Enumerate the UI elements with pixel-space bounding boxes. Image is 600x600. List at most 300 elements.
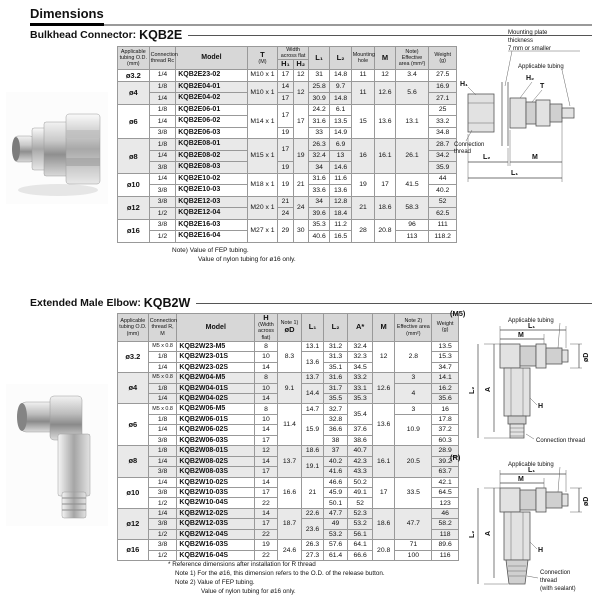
- cell: 3/8: [148, 435, 177, 445]
- cell: ø12: [118, 508, 149, 539]
- cell: 6.9: [330, 139, 351, 151]
- cell: 16.2: [432, 383, 459, 393]
- col-header-h-main: H: [263, 313, 269, 322]
- cell: M20 x 1: [247, 196, 278, 219]
- cell: 14.8: [330, 93, 351, 105]
- applicable-tubing-label: Applicable tubing: [508, 462, 554, 468]
- cell: 1/4: [149, 173, 176, 185]
- cell: 62.5: [429, 208, 457, 220]
- cell: 16.1: [372, 446, 395, 477]
- cell: 13.6: [302, 352, 324, 373]
- cell: 32.8: [323, 414, 348, 424]
- cell: 19: [293, 139, 308, 174]
- cell: ø10: [118, 477, 149, 508]
- cell: M18 x 1: [247, 173, 278, 196]
- cell: 3/8: [149, 196, 176, 208]
- cell: 1/8: [148, 383, 177, 393]
- cell: 41.5: [395, 173, 429, 196]
- table-row: [118, 104, 457, 116]
- cell: 24: [293, 196, 308, 219]
- cell: 31.2: [323, 341, 348, 351]
- cell: 21: [293, 173, 308, 196]
- cell: 12: [255, 446, 278, 456]
- cell: 13.1: [395, 104, 429, 139]
- col-header-a: A*: [348, 314, 373, 342]
- cell: 15.3: [432, 352, 459, 362]
- dimension-diagram-kqb2w-m5: [448, 306, 600, 457]
- connection-thread-label3: (with sealant): [540, 586, 576, 592]
- cell: ø6: [118, 404, 149, 446]
- cell: ø10: [118, 173, 150, 196]
- table-row: [118, 508, 459, 518]
- cell: 31: [308, 69, 329, 81]
- cell: 116: [432, 550, 459, 560]
- cell: 17: [293, 104, 308, 139]
- connection-thread-label2: thread: [540, 578, 558, 584]
- table-header: [118, 47, 457, 70]
- col-header-thread: Connection thread Rc: [149, 47, 176, 70]
- cell: 40.2: [429, 185, 457, 197]
- cell: 27.5: [429, 69, 457, 81]
- cell: 52: [429, 196, 457, 208]
- cell: 14: [255, 508, 278, 518]
- cell: 14: [255, 362, 278, 372]
- dim-label-l2: L₂: [469, 530, 476, 538]
- cell: 31.6: [323, 373, 348, 383]
- cell: 23.6: [302, 519, 324, 540]
- model-cell: KQB2E06-03: [176, 127, 247, 139]
- cell: 13.6: [375, 104, 395, 139]
- col-header-h: [255, 314, 278, 342]
- cell: 16.9: [429, 81, 457, 93]
- cell: 17: [255, 435, 278, 445]
- cell: 31.6: [308, 173, 329, 185]
- cell: 20.8: [375, 219, 395, 242]
- cell: 19.1: [302, 456, 324, 477]
- model-cell: KQB2E04-01: [176, 81, 247, 93]
- col-header-effective-area: Note) Effective area (mm²): [395, 47, 429, 70]
- cell: 1/8: [148, 446, 177, 456]
- cell: 11: [351, 69, 374, 81]
- cell: 14.1: [432, 373, 459, 383]
- cell: 35.1: [323, 362, 348, 372]
- table-row: [118, 81, 457, 93]
- col-header-t-sub: (M): [258, 58, 267, 65]
- cell: 3/8: [148, 487, 177, 497]
- cell: 1/2: [148, 529, 177, 539]
- cell: 40.7: [348, 446, 373, 456]
- col-header-weight: Weight (g): [429, 47, 457, 70]
- table-row: [118, 139, 457, 151]
- col-header-t-main: T: [260, 49, 265, 59]
- dim-label-l2: L₂: [469, 386, 476, 394]
- tube-stub: [562, 108, 574, 118]
- cell: 36.6: [323, 425, 348, 435]
- cell: ø3.2: [118, 69, 150, 81]
- cell: 19: [278, 127, 293, 139]
- cell: 18.7: [277, 508, 302, 539]
- model-cell: KQB2E06-01: [176, 104, 247, 116]
- model-cell: KQB2W23-01S: [177, 352, 255, 362]
- mounting-plate-label: Mounting plate: [508, 30, 548, 36]
- cell: 12.6: [372, 373, 395, 404]
- hex-body: [504, 368, 530, 416]
- cell: 3/8: [148, 467, 177, 477]
- cell: ø16: [118, 219, 150, 242]
- model-cell: KQB2W06-M5: [177, 404, 255, 414]
- cell: 32.4: [348, 341, 373, 351]
- dim-label-a: A: [485, 530, 492, 536]
- cell: 1/4: [149, 116, 176, 128]
- cell: 58.3: [395, 196, 429, 219]
- cell: 12.6: [375, 81, 395, 104]
- cell: 13.7: [302, 373, 324, 383]
- cell: 40.2: [323, 456, 348, 466]
- cell: 9.7: [330, 81, 351, 93]
- cell: 11.4: [277, 404, 302, 446]
- cell: 29: [278, 219, 293, 242]
- col-header-od-main: øD: [284, 325, 295, 335]
- model-cell: KQB2W06-02S: [177, 425, 255, 435]
- cell: 1/4: [149, 150, 176, 162]
- model-cell: KQB2W04-01S: [177, 383, 255, 393]
- table-row: [118, 477, 459, 487]
- section1-model-code: KQB2E: [139, 28, 183, 42]
- cell: 61.4: [323, 550, 348, 560]
- cell: 33: [308, 127, 329, 139]
- cell: 28: [351, 219, 374, 242]
- cell: 118.2: [429, 231, 457, 243]
- cell: 13.1: [302, 341, 324, 351]
- section2-title-text: Extended Male Elbow:: [30, 297, 144, 309]
- cell: 22: [255, 498, 278, 508]
- cell: 22: [255, 529, 278, 539]
- cell: 53.2: [323, 529, 348, 539]
- cell: M15 x 1: [247, 139, 278, 174]
- cell: 35.6: [432, 394, 459, 404]
- model-cell: KQB2W10-03S: [177, 487, 255, 497]
- dim-label-od: øD: [583, 496, 590, 506]
- cell: 8: [255, 404, 278, 414]
- cell: 40.6: [308, 231, 329, 243]
- col-header-width-across-flat: Width across flat: [278, 47, 309, 60]
- table-header: [118, 314, 459, 342]
- cell: 35.4: [348, 404, 373, 425]
- cell: 52.3: [348, 508, 373, 518]
- cell: 118: [432, 529, 459, 539]
- cell: 34: [308, 162, 329, 174]
- cell: 21: [302, 477, 324, 508]
- cell: M5 x 0.8: [148, 341, 177, 351]
- connection-thread-label2: thread: [454, 149, 472, 155]
- dim-label-l1: L₁: [528, 323, 536, 330]
- connection-thread-label: Connection: [454, 142, 485, 148]
- cell: 35.3: [348, 394, 373, 404]
- cell: 21: [351, 196, 374, 219]
- cell: 14.6: [330, 162, 351, 174]
- cell: 14: [255, 477, 278, 487]
- cell: 13.6: [330, 185, 351, 197]
- cell: 30: [293, 219, 308, 242]
- cell: 31.3: [323, 352, 348, 362]
- cell: 27.3: [302, 550, 324, 560]
- col-header-l1: L₁: [308, 47, 329, 70]
- cell: ø4: [118, 81, 150, 104]
- cell: 1/4: [148, 508, 177, 518]
- cell: 37: [323, 446, 348, 456]
- note-line: Note) Value of FEP tubing.: [172, 247, 249, 254]
- model-cell: KQB2W16-04S: [177, 550, 255, 560]
- cell: 10: [255, 352, 278, 362]
- cell: 6.1: [330, 104, 351, 116]
- cell: 50.1: [323, 498, 348, 508]
- bulkhead-connector-drawing: [452, 24, 600, 214]
- model-cell: KQB2E10-02: [176, 173, 247, 185]
- cell: 33.2: [429, 116, 457, 128]
- cell: 8: [255, 373, 278, 383]
- cell: 13: [330, 150, 351, 162]
- cell: 14: [255, 456, 278, 466]
- cell: 15: [351, 104, 374, 139]
- cell: 1/8: [149, 104, 176, 116]
- cell: 26.3: [308, 139, 329, 151]
- cell: 1/4: [148, 456, 177, 466]
- title-rule: [196, 303, 592, 304]
- cell: 19: [351, 173, 374, 196]
- cell: 3.4: [395, 69, 429, 81]
- dim-label-m: M: [532, 154, 538, 161]
- cell: 42.3: [348, 456, 373, 466]
- dim-label-h2: H₂: [526, 75, 535, 82]
- cell: 1/4: [149, 69, 176, 81]
- model-cell: KQB2W10-04S: [177, 498, 255, 508]
- cell: 13.5: [432, 341, 459, 351]
- cell: 24: [278, 208, 293, 220]
- cell: M5 x 0.8: [148, 373, 177, 383]
- cell: 43.3: [348, 467, 373, 477]
- table-row: [118, 404, 459, 414]
- connection-thread-label: Connection thread: [536, 438, 586, 444]
- cell: 50.2: [348, 477, 373, 487]
- cell: 71: [395, 540, 432, 550]
- cell: 56.1: [348, 529, 373, 539]
- section2-model-code: KQB2W: [143, 296, 191, 310]
- cell: 25.8: [308, 81, 329, 93]
- cell: 18.6: [302, 446, 324, 456]
- dimension-diagram-kqb2w-r: [448, 450, 600, 600]
- cell: 1/4: [148, 425, 177, 435]
- col-header-od-note: Note 1): [280, 320, 299, 327]
- cell: 3/8: [148, 519, 177, 529]
- cell: 16.1: [375, 139, 395, 174]
- table-row: [118, 69, 457, 81]
- dim-label-l2: L₂: [483, 154, 491, 161]
- hex-nut-left: [468, 94, 494, 132]
- cell: 3: [395, 373, 432, 383]
- cell: 32.7: [323, 404, 348, 414]
- cell: 3/8: [149, 185, 176, 197]
- cell: 19: [278, 173, 293, 196]
- cell: 113: [395, 231, 429, 243]
- cell: ø8: [118, 446, 149, 477]
- cell: M27 x 1: [247, 219, 278, 242]
- cell: 25: [429, 104, 457, 116]
- table-row: [118, 446, 459, 456]
- cell: 46.6: [323, 477, 348, 487]
- connection-thread-label: Connection: [540, 570, 571, 576]
- cell: 10.9: [395, 414, 432, 445]
- cell: 33.5: [395, 477, 432, 508]
- cell: 1/2: [148, 550, 177, 560]
- model-cell: KQB2W12-03S: [177, 519, 255, 529]
- cell: 22.6: [302, 508, 324, 518]
- col-header-mounting-hole: Mounting hole: [351, 47, 374, 70]
- col-header-od: [277, 314, 302, 342]
- cell: 24.6: [277, 540, 302, 561]
- cell: 17: [278, 69, 293, 81]
- cell: 18.4: [330, 208, 351, 220]
- cell: 34.8: [429, 127, 457, 139]
- elbow-block: [500, 488, 520, 512]
- cell: 1/4: [148, 394, 177, 404]
- product-photo-kqb2w: [6, 384, 108, 531]
- cell: 21: [278, 196, 293, 208]
- cell: 14: [278, 81, 293, 93]
- cell: 18.6: [372, 508, 395, 539]
- mounting-plate-label3: 7 mm or smaller: [508, 46, 552, 52]
- cell: 24.2: [308, 104, 329, 116]
- cell: 16.6: [277, 477, 302, 508]
- cell: 1/8: [148, 352, 177, 362]
- col-header-h-sub: (Width across flat): [258, 322, 274, 341]
- col-header-l2: L₂: [323, 314, 348, 342]
- col-header-weight: Weight (g): [432, 314, 459, 342]
- cell: M5 x 0.8: [148, 404, 177, 414]
- model-cell: KQB2W23-M5: [177, 341, 255, 351]
- cell: 12: [293, 81, 308, 104]
- cell: 9.1: [277, 373, 302, 404]
- cell: 19: [278, 162, 293, 174]
- model-cell: KQB2W23-02S: [177, 362, 255, 372]
- cell: 31.7: [323, 383, 348, 393]
- cell: 100: [395, 550, 432, 560]
- elbow-photo: [6, 384, 108, 526]
- cell: 31.6: [308, 116, 329, 128]
- cell: 26.1: [395, 139, 429, 174]
- cell: 111: [429, 219, 457, 231]
- model-cell: KQB2E08-02: [176, 150, 247, 162]
- cell: 60.3: [432, 435, 459, 445]
- cell: 1/4: [149, 93, 176, 105]
- cell: M10 x 1: [247, 69, 278, 81]
- table-body: [118, 341, 459, 560]
- elbow-block: [500, 344, 520, 368]
- cell: 35.5: [323, 394, 348, 404]
- cell: 16: [351, 139, 374, 174]
- cell: ø4: [118, 373, 149, 404]
- cell: 10: [255, 383, 278, 393]
- cell: 14.9: [330, 127, 351, 139]
- footnote-line: Note 2) Value of FEP tubing.: [175, 579, 255, 587]
- model-cell: KQB2W10-02S: [177, 477, 255, 487]
- cell: 37.6: [348, 425, 373, 435]
- cell: 33.2: [348, 373, 373, 383]
- cell: 42.1: [432, 477, 459, 487]
- cell: 14.7: [302, 404, 324, 414]
- model-cell: KQB2E08-03: [176, 162, 247, 174]
- dim-label-m: M: [518, 332, 524, 339]
- bulkhead-connector-photo: [6, 92, 108, 204]
- cell: 13.7: [277, 446, 302, 477]
- applicable-tubing-label: Applicable tubing: [508, 318, 554, 324]
- cell: 17: [278, 93, 293, 105]
- cell: 47.7: [395, 508, 432, 539]
- cell: 3/8: [148, 540, 177, 550]
- col-header-m: M: [372, 314, 395, 342]
- col-header-thread: Connection thread R, M: [148, 314, 177, 342]
- cell: 3/8: [149, 127, 176, 139]
- cell: 17: [278, 139, 293, 162]
- cell: 20.8: [372, 540, 395, 561]
- cell: 1/8: [149, 81, 176, 93]
- col-header-model: Model: [176, 47, 247, 70]
- cell: 63.7: [432, 467, 459, 477]
- dim-label-h1: H₁: [460, 81, 468, 88]
- cell: 8: [255, 341, 278, 351]
- table-row: [118, 219, 457, 231]
- model-cell: KQB2W16-03S: [177, 540, 255, 550]
- cell: M10 x 1: [247, 81, 278, 104]
- cell: 1/2: [148, 498, 177, 508]
- cell: 53.2: [348, 519, 373, 529]
- dim-label-h: H: [538, 547, 544, 554]
- hex-body: [504, 512, 530, 560]
- cell: 8.3: [277, 341, 302, 372]
- cell: 66.6: [348, 550, 373, 560]
- cell: 49: [323, 519, 348, 529]
- cell: 18.6: [375, 196, 395, 219]
- variant-tag-m5: (M5): [450, 309, 466, 318]
- table2-footnotes: [168, 560, 385, 597]
- col-header-l2: L₂: [330, 47, 351, 70]
- cell: 45.9: [323, 487, 348, 497]
- cell: 17: [255, 487, 278, 497]
- col-header-m: M: [375, 47, 395, 70]
- dim-label-t: T: [540, 83, 545, 90]
- cell: 34.5: [348, 362, 373, 372]
- cell: 49.1: [348, 487, 373, 497]
- cell: 27.1: [429, 93, 457, 105]
- footnote-line: Value of nylon tubing for ø16 only.: [201, 588, 296, 596]
- cell: 64.5: [432, 487, 459, 497]
- cell: 2.8: [395, 341, 432, 372]
- cell: 30.9: [308, 93, 329, 105]
- model-cell: KQB2W08-02S: [177, 456, 255, 466]
- col-header-tubing: Applicable tubing O.D. (mm): [118, 314, 149, 342]
- cell: 1/4: [148, 362, 177, 372]
- cell: 89.6: [432, 540, 459, 550]
- cell: 41.6: [323, 467, 348, 477]
- cell: 32.3: [348, 352, 373, 362]
- kqb2e-dimension-table: [117, 46, 457, 243]
- cell: 14: [255, 394, 278, 404]
- elbow-drawing-r: [448, 450, 600, 600]
- cell: 33.1: [348, 383, 373, 393]
- table-row: [118, 173, 457, 185]
- cell: 34: [308, 196, 329, 208]
- mounting-plate-label2: thickness: [508, 38, 534, 44]
- cell: 1/2: [149, 231, 176, 243]
